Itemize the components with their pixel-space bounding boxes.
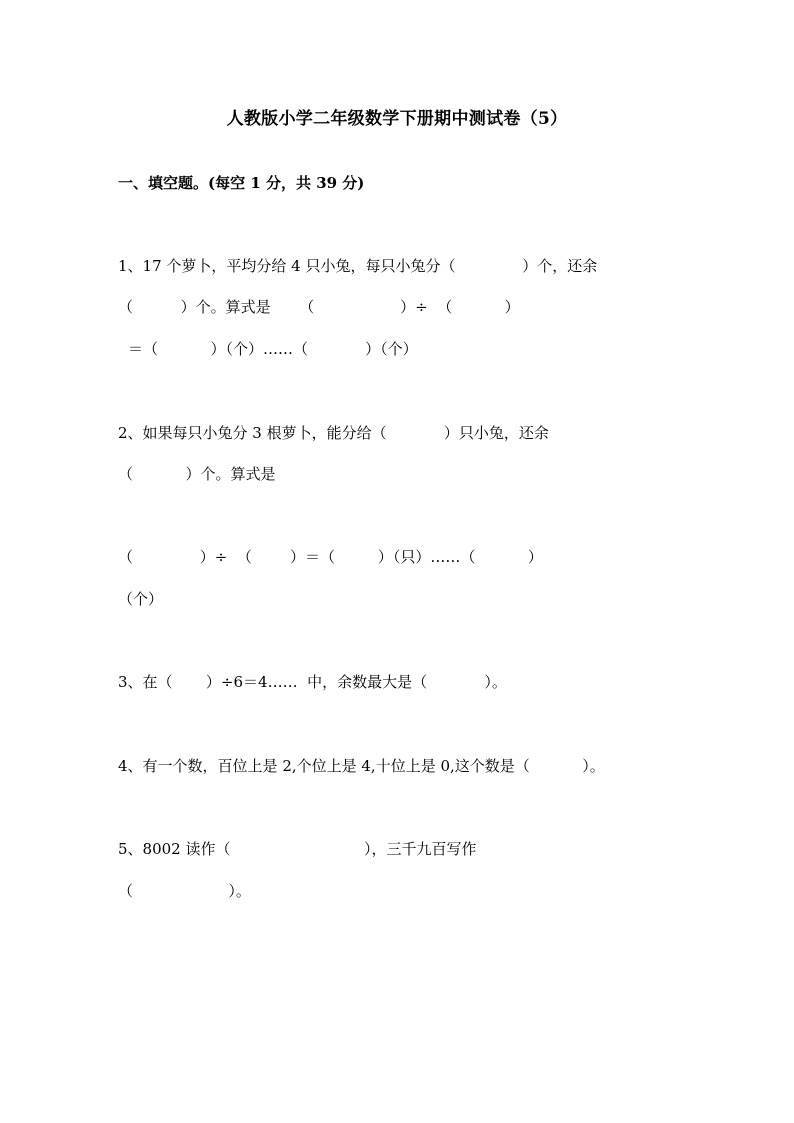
question-2-line-3: （ ）÷ （ ）＝（ ）（只）……（ ） — [118, 548, 543, 566]
section-heading: 一、填空题。(每空 1 分，共 39 分) — [118, 174, 365, 192]
question-1-line-3: ＝（ ）（个）……（ ）（个） — [128, 340, 418, 358]
question-1-line-1: 1、17 个萝卜，平均分给 4 只小兔，每只小兔分（ ）个，还余 — [118, 257, 598, 275]
question-3-line-1: 3、在（ ）÷6＝4…… 中，余数最大是（ ）。 — [118, 673, 507, 691]
question-1-line-2: （ ）个。算式是 （ ）÷ （ ） — [118, 298, 520, 316]
page-title: 人教版小学二年级数学下册期中测试卷（5） — [226, 109, 568, 129]
question-2-line-4: （个） — [118, 590, 164, 608]
question-2-line-2: （ ）个。算式是 — [118, 465, 276, 483]
question-4-line-1: 4、有一个数，百位上是 2,个位上是 4,十位上是 0,这个数是（ ）。 — [118, 757, 605, 775]
question-2-line-1: 2、如果每只小兔分 3 根萝卜，能分给（ ）只小兔，还余 — [118, 424, 549, 442]
question-5-line-1: 5、8002 读作（ ），三千九百写作 — [118, 840, 477, 858]
question-5-line-2: （ ）。 — [118, 882, 251, 900]
